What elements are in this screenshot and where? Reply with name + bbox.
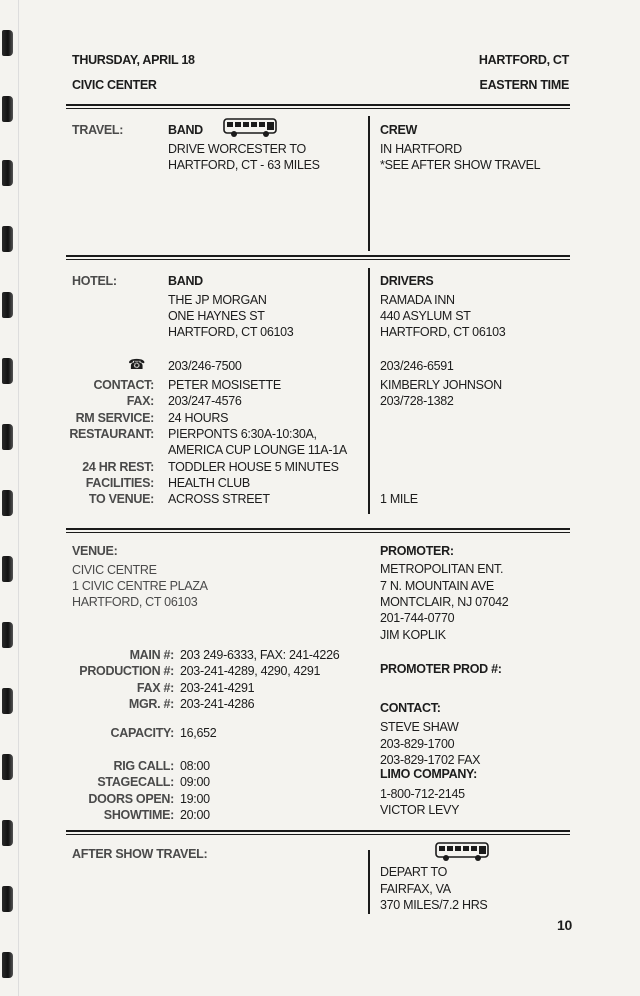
venue-address1: 1 CIVIC CENTRE PLAZA (72, 579, 208, 593)
venue-capacity-label: CAPACITY: (110, 726, 174, 740)
travel-divider (66, 255, 570, 260)
hotel-restaurant-value1: PIERPONTS 6:30A-10:30A, (168, 427, 317, 441)
travel-crew-line1: IN HARTFORD (380, 142, 462, 156)
venue-main-value: 203 249-6333, FAX: 241-4226 (180, 648, 340, 662)
after-show-line2: FAIRFAX, VA (380, 882, 451, 896)
promoter-contact-name: STEVE SHAW (380, 720, 459, 734)
hotel-drivers-name: RAMADA INN (380, 293, 455, 307)
venue-name: CIVIC CENTRE (72, 563, 157, 577)
hotel-drivers-address2: HARTFORD, CT 06103 (380, 325, 506, 339)
hotel-drivers-heading: DRIVERS (380, 274, 434, 288)
hotel-band-name: THE JP MORGAN (168, 293, 267, 307)
hotel-column-divider (368, 268, 370, 514)
venue-stagecall-label: STAGECALL: (97, 775, 174, 789)
hotel-24hr-value: TODDLER HOUSE 5 MINUTES (168, 460, 339, 474)
hotel-to-venue-label: TO VENUE: (88, 492, 154, 506)
hotel-drivers-contact-phone: 203/728-1382 (380, 394, 454, 408)
hotel-band-address2: HARTFORD, CT 06103 (168, 325, 294, 339)
hotel-rm-service-value: 24 HOURS (168, 411, 229, 425)
venue-main-label: MAIN #: (129, 648, 174, 662)
header-city: HARTFORD, CT (478, 53, 569, 67)
hotel-label: HOTEL: (72, 274, 117, 288)
venue-rig-call-label: RIG CALL: (113, 759, 174, 773)
venue-mgr-value: 203-241-4286 (180, 697, 255, 711)
venue-label: VENUE: (72, 544, 118, 558)
hotel-drivers-to-venue: 1 MILE (380, 492, 418, 506)
venue-capacity-value: 16,652 (180, 726, 217, 740)
travel-crew-heading: CREW (380, 123, 417, 137)
header-venue: CIVIC CENTER (72, 78, 157, 92)
after-show-column-divider (368, 850, 370, 914)
venue-production-label: PRODUCTION #: (79, 664, 174, 678)
hotel-fax-value: 203/247-4576 (168, 394, 242, 408)
promoter-address1: 7 N. MOUNTAIN AVE (380, 579, 494, 593)
promoter-person: JIM KOPLIK (380, 628, 446, 642)
promoter-heading: PROMOTER: (380, 544, 454, 558)
after-show-label: AFTER SHOW TRAVEL: (72, 847, 208, 861)
bus-icon (434, 840, 490, 862)
header-divider (66, 104, 570, 109)
travel-crew-line2: *SEE AFTER SHOW TRAVEL (380, 158, 541, 172)
hotel-contact-value: PETER MOSISETTE (168, 378, 281, 392)
limo-person: VICTOR LEVY (380, 803, 460, 817)
hotel-band-address1: ONE HAYNES ST (168, 309, 265, 323)
promoter-name: METROPOLITAN ENT. (380, 562, 504, 576)
venue-address2: HARTFORD, CT 06103 (72, 595, 198, 609)
venue-doors-label: DOORS OPEN: (88, 792, 174, 806)
after-show-line1: DEPART TO (380, 865, 448, 879)
hotel-restaurant-label: RESTAURANT: (69, 427, 154, 441)
promoter-phone: 201-744-0770 (380, 611, 455, 625)
venue-stagecall-value: 09:00 (180, 775, 210, 789)
promoter-contact-phone: 203-829-1700 (380, 737, 455, 751)
after-show-line3: 370 MILES/7.2 HRS (380, 898, 488, 912)
promoter-contact-fax: 203-829-1702 FAX (380, 753, 481, 767)
hotel-24hr-label: 24 HR REST: (82, 460, 154, 474)
hotel-band-phone: 203/246-7500 (168, 359, 242, 373)
promoter-address2: MONTCLAIR, NJ 07042 (380, 595, 509, 609)
limo-phone: 1-800-712-2145 (380, 787, 465, 801)
page-edge (18, 0, 19, 996)
hotel-drivers-address1: 440 ASYLUM ST (380, 309, 471, 323)
promoter-contact-heading: CONTACT: (380, 701, 441, 715)
header-timezone: EASTERN TIME (479, 78, 569, 92)
venue-fax-label: FAX #: (136, 681, 174, 695)
hotel-facilities-value: HEALTH CLUB (168, 476, 250, 490)
venue-mgr-label: MGR. #: (128, 697, 174, 711)
page-number: 10 (557, 917, 572, 933)
bus-icon (222, 116, 278, 138)
hotel-rm-service-label: RM SERVICE: (75, 411, 154, 425)
travel-label: TRAVEL: (72, 123, 124, 137)
limo-heading: LIMO COMPANY: (380, 767, 478, 781)
hotel-fax-label: FAX: (126, 394, 154, 408)
header-date: THURSDAY, APRIL 18 (72, 53, 195, 67)
spiral-binding (0, 0, 20, 996)
hotel-drivers-phone: 203/246-6591 (380, 359, 454, 373)
hotel-drivers-contact: KIMBERLY JOHNSON (380, 378, 502, 392)
hotel-divider (66, 528, 570, 533)
promoter-prod-heading: PROMOTER PROD #: (380, 662, 502, 676)
hotel-contact-label: CONTACT: (93, 378, 154, 392)
venue-fax-value: 203-241-4291 (180, 681, 255, 695)
telephone-icon: ☎ (128, 356, 146, 372)
venue-doors-value: 19:00 (180, 792, 210, 806)
venue-rig-call-value: 08:00 (180, 759, 210, 773)
travel-band-line1: DRIVE WORCESTER TO (168, 142, 306, 156)
venue-showtime-value: 20:00 (180, 808, 210, 822)
hotel-band-heading: BAND (168, 274, 203, 288)
travel-column-divider (368, 116, 370, 251)
venue-divider (66, 830, 570, 835)
hotel-to-venue-value: ACROSS STREET (168, 492, 270, 506)
travel-band-line2: HARTFORD, CT - 63 MILES (168, 158, 320, 172)
hotel-facilities-label: FACILITIES: (85, 476, 154, 490)
hotel-restaurant-value2: AMERICA CUP LOUNGE 11A-1A (168, 443, 347, 457)
travel-band-heading: BAND (168, 123, 203, 137)
venue-showtime-label: SHOWTIME: (103, 808, 174, 822)
venue-production-value: 203-241-4289, 4290, 4291 (180, 664, 321, 678)
